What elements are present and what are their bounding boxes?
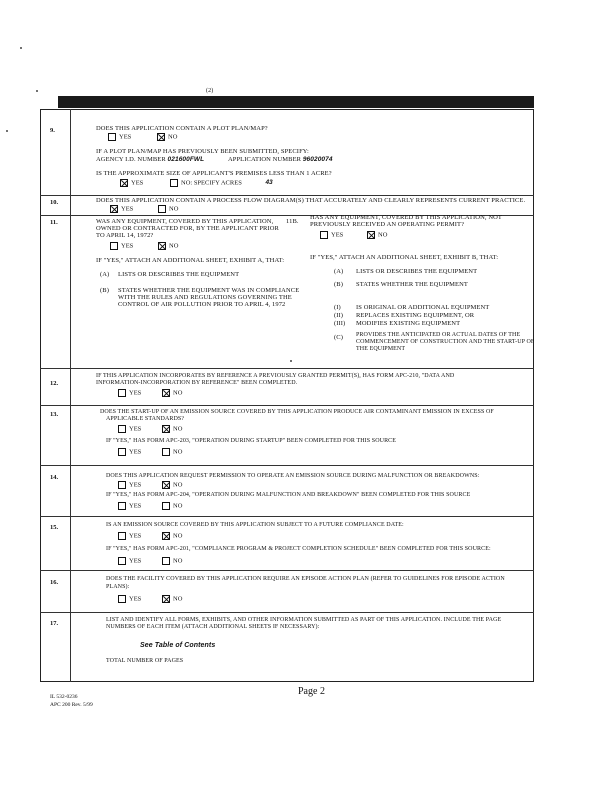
exhibit-b-b-text: STATES WHETHER THE EQUIPMENT [356,281,468,288]
q9-number: 9. [50,127,55,134]
q11b-label: 11B. [286,218,299,225]
exhibit-a-b-text3: CONTROL OF AIR POLLUTION PRIOR TO APRIL 4, 1972 [118,301,286,308]
q16-line2: PLANS): [106,584,130,590]
q14-question: DOES THIS APPLICATION REQUEST PERMISSION TO OPERATE AN EMISSION SOURCE DURING MALFUNCTION OR BREAKDOWNS: [106,473,480,479]
q12-line1: IF THIS APPLICATION INCORPORATES BY REFERENCE A PREVIOUSLY GRANTED PERMIT(S), HAS FORM APC-210, "DATA AND [96,373,455,379]
exhibit-b-c-text1: PROVIDES THE ANTICIPATED OR ACTUAL DATES OF THE [356,332,521,338]
row-divider [40,405,534,406]
q13-followup-yes-checkbox[interactable] [118,448,126,456]
scan-speck [6,130,8,132]
exhibit-b-iii-label: (III) [334,320,346,327]
exhibit-b-b-label: (B) [334,281,343,288]
q15-followup-yes-option[interactable]: YES [118,557,141,565]
q11a-yes-checkbox[interactable] [110,242,118,250]
exhibit-b-c-label: (C) [334,334,343,341]
q9-area-yes-checkbox[interactable] [120,179,128,187]
row-divider [40,465,534,466]
q14-yes-checkbox[interactable] [118,481,126,489]
q11a-yes-option[interactable]: YES [110,242,133,250]
q9-yes-option[interactable]: YES [108,133,131,141]
q9-previous-text: IF A PLOT PLAN/MAP HAS PREVIOUSLY BEEN SUBMITTED, SPECIFY: [96,148,309,155]
exhibit-b-ii-label: (II) [334,312,344,319]
q12-number: 12. [50,380,59,387]
q11b-yes-option[interactable]: YES [320,231,343,239]
q9-area-yes-option[interactable]: YES [120,179,143,187]
q14-no-option[interactable]: NO [162,481,182,489]
row-divider [40,368,534,369]
exhibit-b-i-label: (I) [334,304,341,311]
q11a-no-option[interactable]: NO [158,242,178,250]
q15-question: IS AN EMISSION SOURCE COVERED BY THIS APPLICATION SUBJECT TO A FUTURE COMPLIANCE DATE: [106,522,404,528]
q15-yes-option[interactable]: YES [118,532,141,540]
q11b-no-option[interactable]: NO [367,231,387,239]
exhibit-b-instruction: IF "YES," ATTACH AN ADDITIONAL SHEET, EXHIBIT B, THAT: [310,254,499,261]
q17-number: 17. [50,620,59,627]
exhibit-a-a-text: LISTS OR DESCRIBES THE EQUIPMENT [118,271,240,278]
q13-yes-option[interactable]: YES [118,425,141,433]
q11a-line3: TO APRIL 14, 1972? [96,232,154,239]
q14-followup-no-checkbox[interactable] [162,502,170,510]
q15-followup-no-checkbox[interactable] [162,557,170,565]
exhibit-a-instruction: IF "YES," ATTACH AN ADDITIONAL SHEET, EXHIBIT A, THAT: [96,257,285,264]
q14-number: 14. [50,474,59,481]
table-of-contents-entry[interactable]: See Table of Contents [140,642,216,649]
exhibit-b-c-text3: THE EQUIPMENT [356,346,406,352]
q9-question: DOES THIS APPLICATION CONTAIN A PLOT PLAN/MAP? [96,125,268,132]
q10-no-checkbox[interactable] [158,205,166,213]
scan-speck [36,90,38,92]
q14-followup-no-option[interactable]: NO [162,502,182,510]
q12-yes-option[interactable]: YES [118,389,141,397]
q15-followup: IF "YES," HAS FORM APC-201, "COMPLIANCE PROGRAM & PROJECT COMPLETION SCHEDULE" BEEN COMPLETED FOR THIS SOURCE: [106,546,491,552]
scan-speck [290,360,292,362]
q13-followup-yes-option[interactable]: YES [118,448,141,456]
q13-followup-no-checkbox[interactable] [162,448,170,456]
q11b-no-checkbox[interactable] [367,231,375,239]
q10-no-option[interactable]: NO [158,205,178,213]
q16-number: 16. [50,579,59,586]
scan-speck [20,47,22,49]
q14-no-checkbox[interactable] [162,481,170,489]
q16-no-option[interactable]: NO [162,595,182,603]
q9-area-question: IS THE APPROXIMATE SIZE OF APPLICANT'S PREMISES LESS THAN 1 ACRE? [96,170,332,177]
acres-value[interactable]: 43 [265,179,273,187]
q10-yes-option[interactable]: YES [110,205,133,213]
row-divider [40,516,534,517]
q9-area-no-option[interactable]: NO: SPECIFY ACRES 43 [170,179,273,187]
q12-no-option[interactable]: NO [162,389,182,397]
total-pages-label: TOTAL NUMBER OF PAGES [106,658,184,664]
q13-followup-no-option[interactable]: NO [162,448,182,456]
exhibit-a-a-label: (A) [100,271,110,278]
exhibit-b-c-text2: COMMENCEMENT OF CONSTRUCTION AND THE START-UP OF [356,339,535,345]
q14-yes-option[interactable]: YES [118,481,141,489]
q15-no-checkbox[interactable] [162,532,170,540]
q10-question: DOES THIS APPLICATION CONTAIN A PROCESS FLOW DIAGRAM(S) THAT ACCURATELY AND CLEARLY REPRESENTS CURRENT PRACTICE. [96,197,526,204]
q13-no-checkbox[interactable] [162,425,170,433]
q12-no-checkbox[interactable] [162,389,170,397]
form-revision: APC 200 Rev. 5/99 [50,702,93,708]
exhibit-a-b-label: (B) [100,287,109,294]
q12-yes-checkbox[interactable] [118,389,126,397]
row-divider [40,195,534,196]
q15-followup-yes-checkbox[interactable] [118,557,126,565]
q17-line2: NUMBERS OF EACH ITEM (ATTACH ADDITIONAL SHEETS IF NECESSARY): [106,624,320,630]
q12-line2: INFORMATION-INCORPORATION BY REFERENCE" BEEN COMPLETED. [96,380,298,386]
q17-line1: LIST AND IDENTIFY ALL FORMS, EXHIBITS, AND OTHER INFORMATION SUBMITTED AS PART OF THIS APPLICATION. INCLUDE THE PAGE [106,617,502,623]
q15-no-option[interactable]: NO [162,532,182,540]
q11b-line1: HAS ANY EQUIPMENT, COVERED BY THIS APPLICATION, NOT [310,214,502,221]
q9-agency-row: AGENCY I.D. NUMBER 021600FWL APPLICATION NUMBER 96020074 [96,156,333,163]
q14-followup-yes-checkbox[interactable] [118,502,126,510]
q15-followup-no-option[interactable]: NO [162,557,182,565]
exhibit-a-b-text2: WITH THE RULES AND REGULATIONS GOVERNING THE [118,294,292,301]
q13-followup: IF "YES," HAS FORM APC-203, "OPERATION DURING STARTUP" BEEN COMPLETED FOR THIS SOURCE [106,438,397,444]
q10-number: 10. [50,199,59,206]
agency-id-value[interactable]: 021600FWL [167,156,205,163]
q16-no-checkbox[interactable] [162,595,170,603]
q11a-line1: WAS ANY EQUIPMENT, COVERED BY THIS APPLICATION, [96,218,274,225]
q9-area-no-checkbox[interactable] [170,179,178,187]
q13-line1: DOES THE START-UP OF AN EMISSION SOURCE COVERED BY THIS APPLICATION PRODUCE AIR CONTAMINANT EMISSION IN EXCESS OF [100,409,494,415]
exhibit-b-ii-text: REPLACES EXISTING EQUIPMENT, OR [356,312,475,319]
exhibit-b-i-text: IS ORIGINAL OR ADDITIONAL EQUIPMENT [356,304,490,311]
q11b-line2: PREVIOUSLY RECEIVED AN OPERATING PERMIT? [310,221,465,228]
header-fragment: (2) [206,88,214,94]
q11a-no-checkbox[interactable] [158,242,166,250]
q11a-line2: OWNED OR CONTRACTED FOR, BY THE APPLICANT PRIOR [96,225,279,232]
form-code: IL 532-0236 [50,694,78,700]
exhibit-b-a-label: (A) [334,268,344,275]
q10-yes-checkbox[interactable] [110,205,118,213]
exhibit-b-iii-text: MODIFIES EXISTING EQUIPMENT [356,320,461,327]
q16-yes-option[interactable]: YES [118,595,141,603]
q9-no-checkbox[interactable] [157,133,165,141]
q11-number: 11. [50,219,58,226]
q9-yes-checkbox[interactable] [108,133,116,141]
q16-yes-checkbox[interactable] [118,595,126,603]
row-divider [40,570,534,571]
q14-followup-yes-option[interactable]: YES [118,502,141,510]
header-bar [58,96,534,108]
q16-line1: DOES THE FACILITY COVERED BY THIS APPLICATION REQUIRE AN EPISODE ACTION PLAN (REFER TO GUIDELINES FOR EPISODE ACTION [106,576,505,582]
exhibit-a-b-text1: STATES WHETHER THE EQUIPMENT WAS IN COMPLIANCE [118,287,300,294]
q13-no-option[interactable]: NO [162,425,182,433]
q13-line2: APPLICABLE STANDARDS? [106,416,185,422]
q9-no-option[interactable]: NO [157,133,177,141]
application-number-value[interactable]: 96020074 [302,156,333,163]
page-number: Page 2 [298,686,325,697]
q13-yes-checkbox[interactable] [118,425,126,433]
q15-yes-checkbox[interactable] [118,532,126,540]
row-divider [40,612,534,613]
exhibit-b-a-text: LISTS OR DESCRIBES THE EQUIPMENT [356,268,478,275]
q14-followup: IF "YES," HAS FORM APC-204, "OPERATION DURING MALFUNCTION AND BREAKDOWN" BEEN COMPLETED FOR THIS SOURCE [106,492,471,498]
q13-number: 13. [50,411,59,418]
q11b-yes-checkbox[interactable] [320,231,328,239]
q15-number: 15. [50,524,59,531]
